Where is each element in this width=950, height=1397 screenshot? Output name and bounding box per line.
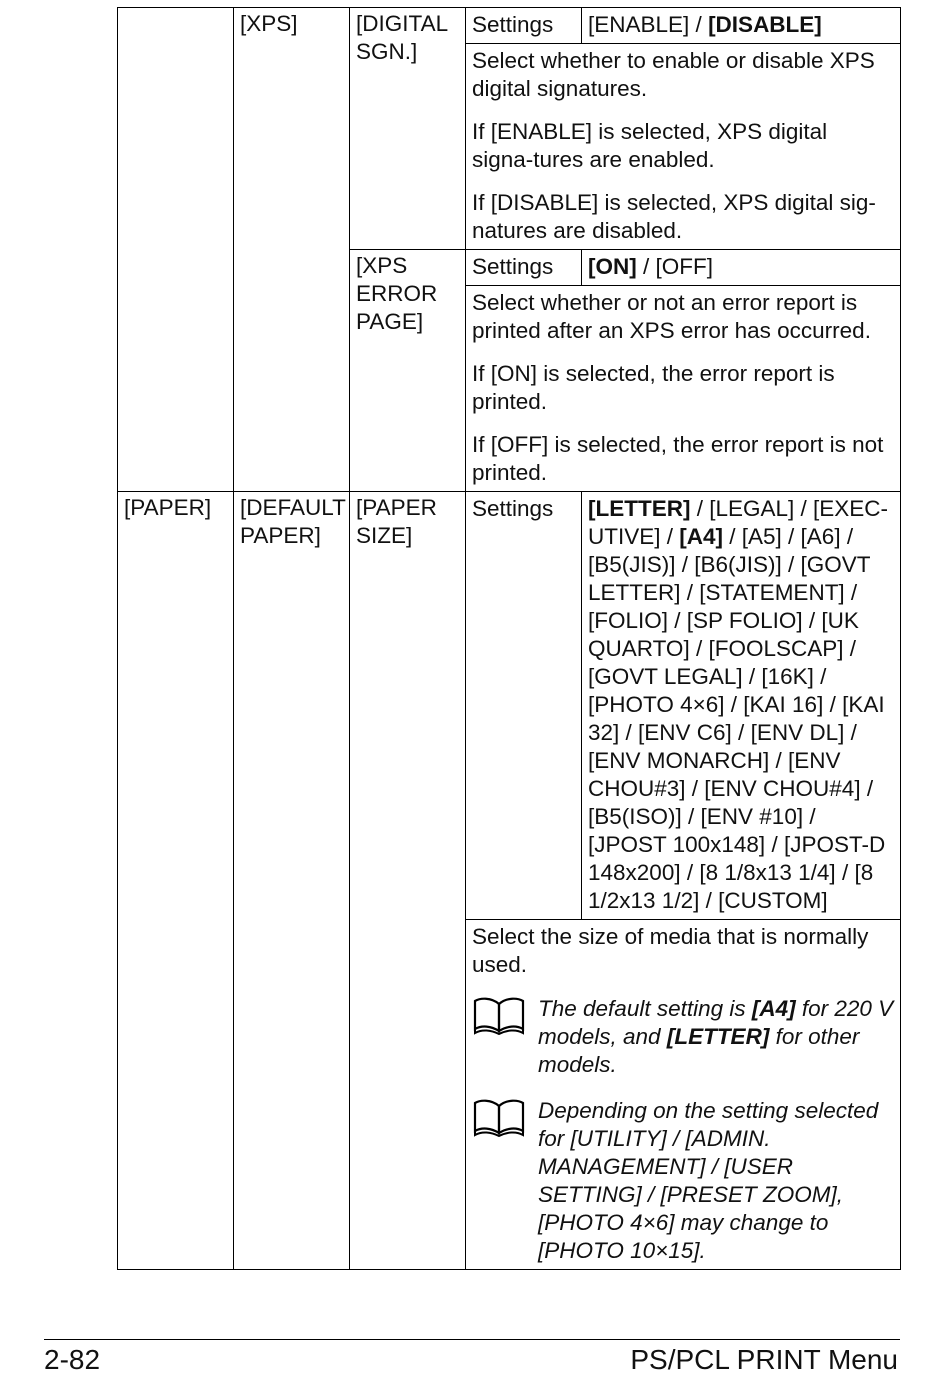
menu-default-paper-label: [DEFAULT PAPER] (240, 495, 346, 548)
description-text: Select the size of media that is normally used. (472, 924, 869, 977)
description-text: Select whether or not an error report is printed after an XPS error has occurred. (472, 290, 871, 343)
paper-size-options: / [A5] / [A6] / [B5(JIS)] / [B6(JIS)] / [GOVT LETTER] / [STATEMENT] / [FOLIO] / [SP FOLIO] / [UK QUARTO] / [FOOLSCAP] / [GOVT LEGAL] / [16K] / [PHOTO 4×6] / [KAI 16] / [KAI 32] / [ENV C6] / [ENV DL] / [ENV MONARCH] / [ENV CHOU#3] / [ENV CHOU#4] / [B5(ISO)] / [ENV #10] / [JPOST 100x148] / [JPOST-D 148x200] / [8 1/8x13 1/4] / [8 1/2x13 1/2] / [CUSTOM] (588, 524, 886, 913)
paper-size-options: / [LEGAL] / [EXEC-UTIVE] / (588, 496, 889, 549)
settings-label: Settings (472, 12, 554, 37)
menu-digital-sgn-cell (350, 8, 466, 250)
settings-label: Settings (472, 496, 554, 521)
note-text-part: for other models. (538, 1024, 860, 1077)
description-text: If [DISABLE] is selected, XPS digital sig-natures are disabled. (472, 190, 876, 243)
menu-xps-cell (234, 8, 350, 492)
settings-values-cell (582, 492, 901, 920)
footer-divider (44, 1339, 900, 1340)
option-disable-default: [DISABLE] (708, 12, 822, 37)
note-text (538, 995, 894, 1079)
settings-values-cell (582, 250, 901, 286)
settings-label-cell (466, 492, 582, 920)
menu-xps-label: [XPS] (240, 11, 298, 36)
settings-label: Settings (472, 254, 554, 279)
note-text: Depending on the setting selected for [UTILITY] / [ADMIN. MANAGEMENT] / [USER SETTING] / [PRESET ZOOM], [PHOTO 4×6] may change to [PHOTO 10×15]. (538, 1098, 879, 1263)
note-bold-letter: [LETTER] (666, 1024, 770, 1049)
page-number: 2-82 (44, 1344, 101, 1375)
menu-settings-table (117, 7, 901, 1270)
description-text: If [ENABLE] is selected, XPS digital signa-tures are enabled. (472, 119, 828, 172)
option-a4-default: [A4] (679, 524, 724, 549)
section-title: PS/PCL PRINT Menu (630, 1344, 898, 1375)
paper-size-description (466, 920, 901, 1270)
option-letter-default: [LETTER] (588, 496, 691, 521)
menu-paper-cell (118, 492, 234, 1270)
settings-label-cell (466, 8, 582, 44)
description-text: If [OFF] is selected, the error report is not printed. (472, 432, 884, 485)
menu-digital-sgn-label: [DIGITAL SGN.] (356, 11, 448, 64)
menu-paper-size-label: [PAPER SIZE] (356, 495, 437, 548)
digital-sgn-description (466, 44, 901, 250)
menu-paper-label: [PAPER] (124, 495, 212, 520)
settings-label-cell (466, 250, 582, 286)
note-bold-a4: [A4] (751, 996, 796, 1021)
settings-values-cell (582, 8, 901, 44)
option-enable: [ENABLE] (588, 12, 690, 37)
level1-blank-cell (118, 8, 234, 492)
option-on-default: [ON] (588, 254, 637, 279)
option-separator: / (689, 12, 709, 37)
book-icon (472, 995, 538, 1035)
error-page-description (466, 286, 901, 492)
note-photo-zoom (472, 1097, 894, 1265)
table-row (118, 8, 901, 44)
description-text: If [ON] is selected, the error report is printed. (472, 361, 835, 414)
note-default-setting (472, 995, 894, 1079)
note-text-part: The default setting is (538, 996, 752, 1021)
menu-paper-size-cell (350, 492, 466, 1270)
book-icon (472, 1097, 538, 1137)
note-text-part: for 220 V models, and (538, 996, 894, 1049)
table-row (118, 492, 901, 920)
description-text: Select whether to enable or disable XPS digital signatures. (472, 48, 875, 101)
menu-xps-error-page-cell (350, 250, 466, 492)
option-off: / [OFF] (636, 254, 713, 279)
menu-xps-error-page-label: [XPS ERROR PAGE] (356, 253, 438, 334)
menu-default-paper-cell (234, 492, 350, 1270)
